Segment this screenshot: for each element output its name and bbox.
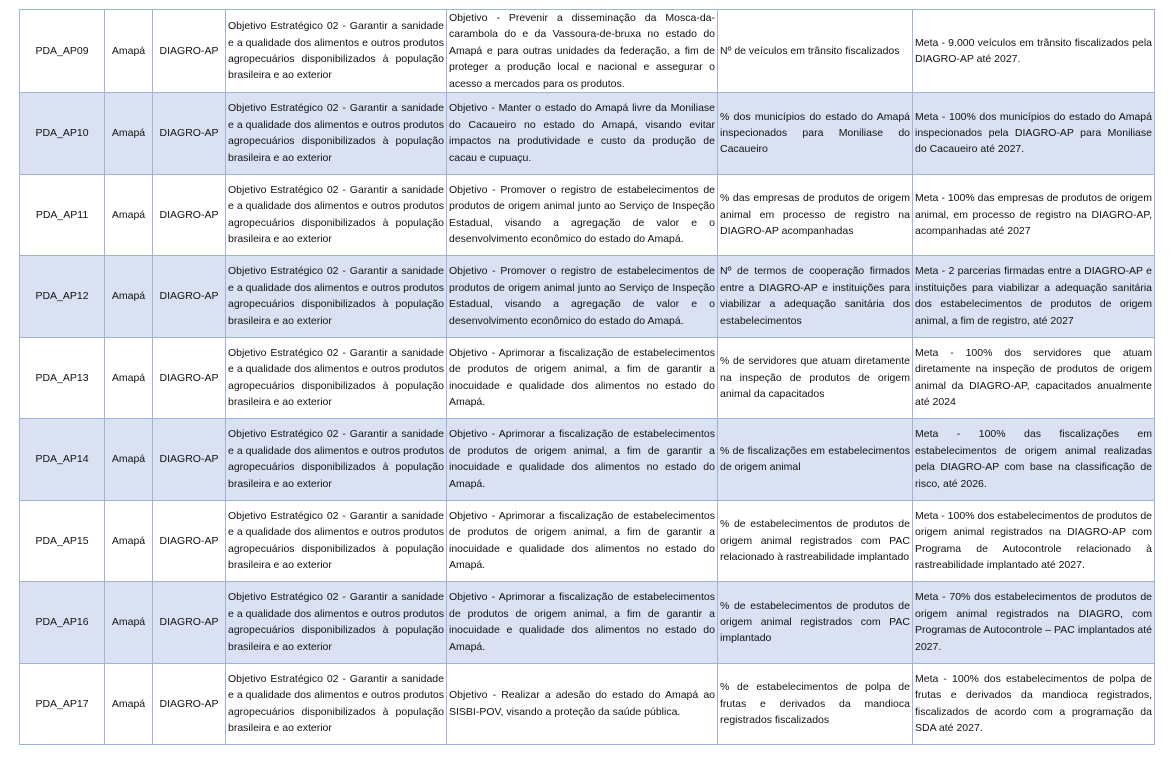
row-goal: Meta - 100% dos servidores que atuam diretamente na inspeção de produtos de origem animal da DIAGRO-AP, capacitados anualmente até 2024 [913, 337, 1155, 419]
row-strategic-objective: Objetivo Estratégico 02 - Garantir a sanidade e a qualidade dos alimentos e outros produtos agropecuários disponibilizados à população brasileira e ao exterior [226, 174, 447, 256]
row-agency: DIAGRO-AP [153, 419, 226, 501]
row-code: PDA_AP13 [20, 337, 105, 419]
row-state: Amapá [105, 10, 153, 93]
row-goal: Meta - 2 parcerias firmadas entre a DIAGRO-AP e instituições para viabilizar a adequação sanitária dos estabelecimentos de produtos de origem animal, a fim de registro, até 2027 [913, 256, 1155, 338]
row-indicator: % de servidores que atuam diretamente na inspeção de produtos de origem animal da capacitados [718, 337, 913, 419]
row-state: Amapá [105, 663, 153, 745]
row-code: PDA_AP11 [20, 174, 105, 256]
table-row [20, 419, 1155, 501]
row-agency: DIAGRO-AP [153, 582, 226, 664]
row-indicator: % de estabelecimentos de produtos de origem animal registrados com PAC relacionado à rastreabilidade implantado [718, 500, 913, 582]
row-objective: Objetivo - Realizar a adesão do estado do Amapá ao SISBI-POV, visando a proteção da saúde pública. [447, 663, 718, 745]
table-row [20, 500, 1155, 582]
row-state: Amapá [105, 93, 153, 175]
row-code: PDA_AP14 [20, 419, 105, 501]
row-agency: DIAGRO-AP [153, 174, 226, 256]
row-goal: Meta - 70% dos estabelecimentos de produtos de origem animal registrados na DIAGRO, com Programas de Autocontrole – PAC implantados até 2027. [913, 582, 1155, 664]
targets-table [19, 9, 1155, 745]
row-agency: DIAGRO-AP [153, 500, 226, 582]
table-row [20, 256, 1155, 338]
row-code: PDA_AP15 [20, 500, 105, 582]
row-indicator: Nº de veículos em trânsito fiscalizados [718, 10, 913, 93]
row-code: PDA_AP16 [20, 582, 105, 664]
row-indicator: % dos municípios do estado do Amapá inspecionados para Moniliase do Cacaueiro [718, 93, 913, 175]
row-code: PDA_AP10 [20, 93, 105, 175]
row-agency: DIAGRO-AP [153, 663, 226, 745]
row-code: PDA_AP12 [20, 256, 105, 338]
row-goal: Meta - 100% das empresas de produtos de origem animal, em processo de registro na DIAGRO-AP, acompanhadas até 2027 [913, 174, 1155, 256]
table-row [20, 582, 1155, 664]
row-indicator: Nº de termos de cooperação firmados entre a DIAGRO-AP e instituições para viabilizar a adequação sanitária dos estabelecimentos [718, 256, 913, 338]
table-row [20, 174, 1155, 256]
row-indicator: % de estabelecimentos de polpa de frutas e derivados da mandioca registrados fiscalizados [718, 663, 913, 745]
row-strategic-objective: Objetivo Estratégico 02 - Garantir a sanidade e a qualidade dos alimentos e outros produtos agropecuários disponibilizados à população brasileira e ao exterior [226, 663, 447, 745]
row-goal: Meta - 100% dos estabelecimentos de produtos de origem animal registrados na DIAGRO-AP com Programa de Autocontrole relacionado à rastreabilidade implantado até 2027. [913, 500, 1155, 582]
row-agency: DIAGRO-AP [153, 256, 226, 338]
row-state: Amapá [105, 256, 153, 338]
row-objective: Objetivo - Aprimorar a fiscalização de estabelecimentos de produtos de origem animal, a fim de garantir a inocuidade e qualidade dos alimentos no estado do Amapá. [447, 337, 718, 419]
row-strategic-objective: Objetivo Estratégico 02 - Garantir a sanidade e a qualidade dos alimentos e outros produtos agropecuários disponibilizados à população brasileira e ao exterior [226, 93, 447, 175]
table-row [20, 337, 1155, 419]
row-goal: Meta - 9.000 veículos em trânsito fiscalizados pela DIAGRO-AP até 2027. [913, 10, 1155, 93]
row-objective: Objetivo - Manter o estado do Amapá livre da Moniliase do Cacaueiro no estado do Amapá, visando evitar impactos na produtividade e custo da produção de cacau e cupuaçu. [447, 93, 718, 175]
row-agency: DIAGRO-AP [153, 93, 226, 175]
row-code: PDA_AP09 [20, 10, 105, 93]
row-goal: Meta - 100% dos estabelecimentos de polpa de frutas e derivados da mandioca registrados, fiscalizados de acordo com a programação da SDA até 2027. [913, 663, 1155, 745]
row-goal: Meta - 100% das fiscalizações em estabelecimentos de origem animal realizadas pela DIAGRO-AP com base na classificação de risco, até 2026. [913, 419, 1155, 501]
row-agency: DIAGRO-AP [153, 337, 226, 419]
row-state: Amapá [105, 582, 153, 664]
row-strategic-objective: Objetivo Estratégico 02 - Garantir a sanidade e a qualidade dos alimentos e outros produtos agropecuários disponibilizados à população brasileira e ao exterior [226, 419, 447, 501]
row-objective: Objetivo - Promover o registro de estabelecimentos de produtos de origem animal junto ao Serviço de Inspeção Estadual, visando a agregação de valor e o desenvolvimento econômico do estado do Amapá. [447, 174, 718, 256]
row-code: PDA_AP17 [20, 663, 105, 745]
row-strategic-objective: Objetivo Estratégico 02 - Garantir a sanidade e a qualidade dos alimentos e outros produtos agropecuários disponibilizados à população brasileira e ao exterior [226, 582, 447, 664]
row-indicator: % de estabelecimentos de produtos de origem animal registrados com PAC implantado [718, 582, 913, 664]
table-row [20, 663, 1155, 745]
row-indicator: % de fiscalizações em estabelecimentos de origem animal [718, 419, 913, 501]
row-objective: Objetivo - Aprimorar a fiscalização de estabelecimentos de produtos de origem animal, a fim de garantir a inocuidade e qualidade dos alimentos no estado do Amapá. [447, 582, 718, 664]
row-objective: Objetivo - Promover o registro de estabelecimentos de produtos de origem animal junto ao Serviço de Inspeção Estadual, visando a agregação de valor e o desenvolvimento econômico do estado do Amapá. [447, 256, 718, 338]
row-objective: Objetivo - Aprimorar a fiscalização de estabelecimentos de produtos de origem animal, a fim de garantir a inocuidade e qualidade dos alimentos no estado do Amapá. [447, 500, 718, 582]
row-state: Amapá [105, 337, 153, 419]
row-agency: DIAGRO-AP [153, 10, 226, 93]
row-objective: Objetivo - Prevenir a disseminação da Mosca-da-carambola do e da Vassoura-de-bruxa no estado do Amapá e para outras unidades da federação, a fim de proteger a produção local e nacional e assegurar o acesso a mercados para os produtos. [447, 10, 718, 93]
row-strategic-objective: Objetivo Estratégico 02 - Garantir a sanidade e a qualidade dos alimentos e outros produtos agropecuários disponibilizados à população brasileira e ao exterior [226, 500, 447, 582]
row-goal: Meta - 100% dos municípios do estado do Amapá inspecionados pela DIAGRO-AP para Moniliase do Cacaueiro até 2027. [913, 93, 1155, 175]
row-state: Amapá [105, 174, 153, 256]
row-strategic-objective: Objetivo Estratégico 02 - Garantir a sanidade e a qualidade dos alimentos e outros produtos agropecuários disponibilizados à população brasileira e ao exterior [226, 10, 447, 93]
row-state: Amapá [105, 500, 153, 582]
row-objective: Objetivo - Aprimorar a fiscalização de estabelecimentos de produtos de origem animal, a fim de garantir a inocuidade e qualidade dos alimentos no estado do Amapá. [447, 419, 718, 501]
row-strategic-objective: Objetivo Estratégico 02 - Garantir a sanidade e a qualidade dos alimentos e outros produtos agropecuários disponibilizados à população brasileira e ao exterior [226, 256, 447, 338]
row-strategic-objective: Objetivo Estratégico 02 - Garantir a sanidade e a qualidade dos alimentos e outros produtos agropecuários disponibilizados à população brasileira e ao exterior [226, 337, 447, 419]
table-row [20, 10, 1155, 93]
table-row [20, 93, 1155, 175]
row-indicator: % das empresas de produtos de origem animal em processo de registro na DIAGRO-AP acompanhadas [718, 174, 913, 256]
row-state: Amapá [105, 419, 153, 501]
